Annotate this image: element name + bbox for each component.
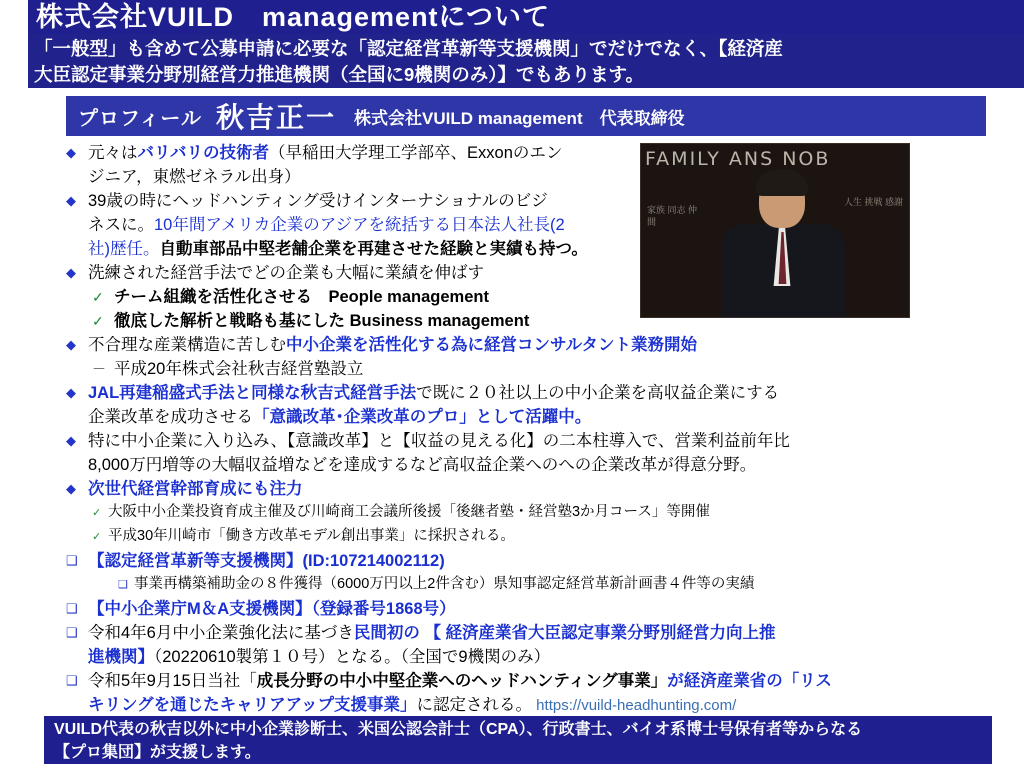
bullet-row (66, 622, 1006, 644)
bullet-text-segment: 社)歴任。 (88, 240, 160, 258)
bullet-text-segment: に認定される。 (416, 696, 533, 714)
bullet-text-segment: 自動車部品中堅老舗企業を再建させた経験と実績も持つ。 (159, 240, 588, 258)
bullet-text (88, 670, 1006, 692)
profile-bullet-list (66, 142, 1006, 719)
bullet-marker-diamond-icon: ◆ (66, 481, 76, 496)
bullet-text-segment: （早稲田大学理工学部卒、Exxonのエン (269, 144, 563, 162)
photo-chalk-left: 家族 同志 仲間 (647, 205, 698, 227)
bullet-row (66, 142, 1006, 164)
photo-chalk-text: FAMILY ANS NOB (645, 148, 831, 170)
bullet-marker-diamond-icon: ◆ (66, 265, 76, 280)
bullet-text-segment: 元々は (88, 144, 138, 162)
bullet-text (108, 502, 1006, 522)
bullet-marker-square-icon: ❑ (66, 553, 78, 568)
bullet-text-segment: 令和5年9月15日当社「 (88, 672, 257, 690)
profile-name: 秋吉正一 (216, 102, 337, 133)
bullet-row (66, 478, 1006, 500)
bullet-text-segment: 成長分野の中小中堅企業へのヘッドハンティング事業」 (256, 672, 668, 690)
footer-line-2: 【プロ集団】が支援します。 (54, 744, 261, 761)
bullet-text-segment: 洗練された経営手法でどの企業も大幅に業績を伸ばす (88, 264, 484, 282)
bullet-text (114, 310, 1006, 332)
bullet-text (114, 358, 1006, 380)
bullet-text (88, 142, 1006, 164)
bullet-text-segment: キリングを通じたキャリアアップ支援事業」 (88, 696, 417, 714)
bullet-text-segment: 進機関】 (88, 648, 154, 666)
subtitle-line-2: 大臣認定事業分野別経営力推進機関（全国に9機関のみ）】でもあります。 (34, 64, 645, 85)
bullet-row (66, 262, 1006, 284)
bullet-row (66, 238, 1006, 260)
bullet-text-segment: 10年間アメリカ企業のアジアを統括する日本法人社長(2 (154, 216, 565, 234)
footer-line-1: VUILD代表の秋吉以外に中小企業診断士、米国公認会計士（CPA）、行政書士、バイオ系博士号保有者等からなる (54, 721, 863, 738)
bullet-row (92, 502, 1006, 524)
bullet-text (88, 238, 1006, 260)
bullet-text-segment: チーム組織を活性化させる People management (114, 288, 489, 306)
bullet-text-segment: 事業再構築補助金の８件獲得（6000万円以上2件含む）県知事認定経営革新計画書４件等の実績 (134, 576, 755, 592)
bullet-row (92, 286, 1006, 308)
bullet-text (88, 430, 1006, 452)
bullet-marker-dash-icon: － (92, 361, 106, 377)
bullet-row (66, 430, 1006, 452)
bullet-text (88, 478, 1006, 500)
bullet-text-segment: 令和4年6月中小企業強化法に基づき (88, 624, 354, 642)
bullet-row (66, 190, 1006, 212)
bullet-row (66, 598, 1006, 620)
bullet-text-segment: ジニア，東燃ゼネラル出身） (88, 168, 301, 186)
bullet-row (66, 694, 1006, 717)
profile-header (66, 96, 986, 136)
bullet-text (88, 382, 1006, 404)
bullet-marker-diamond-icon: ◆ (66, 433, 76, 448)
bullet-text-segment: 次世代経営幹部育成にも注力 (88, 480, 303, 498)
bullet-row (66, 406, 1006, 428)
bullet-marker-check-icon: ✓ (92, 313, 104, 329)
bullet-text (88, 190, 1006, 212)
bullet-text (88, 694, 1006, 717)
bullet-text-segment[interactable]: https://vuild-headhunting.com/ (532, 697, 737, 714)
bullet-marker-diamond-icon: ◆ (66, 385, 76, 400)
bullet-text-segment: ネスに。 (88, 216, 154, 234)
bullet-text-segment: 平成20年株式会社秋吉経営塾設立 (114, 360, 364, 378)
bullet-row (92, 526, 1006, 548)
bullet-row (66, 670, 1006, 692)
bullet-text (114, 286, 1006, 308)
bullet-marker-square-icon: ❑ (66, 673, 78, 688)
photo-chalk-right: 人生 挑戦 感謝 (843, 197, 903, 207)
bullet-text (88, 454, 1006, 476)
bullet-text (88, 550, 1006, 572)
bullet-text (88, 334, 1006, 356)
bullet-row (66, 166, 1006, 188)
bullet-text-segment: 【中小企業庁M＆A支援機関】（登録番号1868号） (88, 600, 456, 618)
bullet-text (88, 166, 1006, 188)
bullet-text (88, 598, 1006, 620)
bullet-text-segment: 不合理な産業構造に苦しむ (88, 336, 286, 354)
bullet-marker-check-icon: ✓ (92, 289, 104, 305)
bullet-text-segment: 39歳の時にヘッドハンティング受けインターナショナルのビジ (88, 192, 548, 210)
bullet-row (92, 310, 1006, 332)
bullet-marker-diamond-icon: ◆ (66, 337, 76, 352)
bullet-text-segment: 中小企業を活性化する為に経営コンサルタント業務開始 (286, 336, 698, 354)
page-title: 株式会社VUILD managementについて (28, 0, 1024, 34)
bullet-text-segment: 民間初の 【 経済産業省大臣認定事業分野別経営力向上推 (353, 624, 776, 642)
bullet-text-segment: で既に２０社以上の中小企業を高収益企業にする (416, 384, 780, 402)
bullet-row (66, 646, 1006, 668)
subtitle-line-1: 「一般型」も含めて公募申請に必要な「認定経営革新等支援機関」でだけでなく、【経済産 (34, 38, 783, 59)
bullet-marker-check-small-icon: ✓ (92, 531, 102, 543)
bullet-marker-square-icon: ❑ (66, 625, 78, 640)
bullet-marker-diamond-icon: ◆ (66, 145, 76, 160)
bullet-text-segment: JAL再建稲盛式手法と同様な秋吉式経営手法 (88, 384, 417, 402)
profile-role: 株式会社VUILD management 代表取締役 (354, 108, 685, 128)
bullet-marker-check-small-icon: ✓ (92, 507, 102, 519)
bullet-text-segment: 徹底した解析と戦略も基にした Business management (114, 312, 530, 330)
bullet-row (66, 454, 1006, 476)
footer-band (44, 716, 992, 764)
bullet-text-segment: が経済産業省の「リス (667, 672, 832, 690)
bullet-text (134, 574, 1006, 594)
bullet-text (88, 622, 1006, 644)
bullet-row (66, 214, 1006, 236)
bullet-row (118, 574, 1006, 596)
bullet-text-segment: 8,000万円増等の大幅収益増などを達成するなど高収益企業へのへの企業改革が得意分野。 (88, 456, 757, 474)
bullet-marker-diamond-icon: ◆ (66, 193, 76, 208)
bullet-row (66, 334, 1006, 356)
bullet-row (66, 382, 1006, 404)
bullet-marker-square-small-icon: ❑ (118, 579, 128, 591)
bullet-text-segment: 特に中小企業に入り込み、【意識改革】と【収益の見える化】の二本柱導入で、営業利益前年比 (88, 432, 790, 450)
bullet-text (108, 526, 1006, 546)
bullet-text-segment: 企業改革を成功させる (88, 408, 253, 426)
bullet-text-segment: 「意識改革･企業改革のプロ」として活躍中。 (253, 408, 592, 426)
subtitle-band (28, 34, 1024, 88)
bullet-text (88, 646, 1006, 668)
bullet-text (88, 214, 1006, 236)
bullet-row (92, 358, 1006, 380)
bullet-row (66, 550, 1006, 572)
bullet-text-segment: （20220610製第１０号）となる。（全国で9機関のみ） (154, 648, 551, 666)
bullet-text (88, 262, 1006, 284)
bullet-text-segment: バリバリの技術者 (137, 144, 270, 162)
bullet-marker-square-icon: ❑ (66, 601, 78, 616)
profile-label: プロフィール (78, 107, 202, 130)
bullet-text-segment: 平成30年川崎市「働き方改革モデル創出事業」に採択される。 (108, 528, 515, 544)
bullet-text-segment: 大阪中小企業投資育成主催及び川崎商工会議所後援「後継者塾・経営塾3か月コース」等開催 (108, 504, 710, 520)
bullet-text (88, 406, 1006, 428)
bullet-text-segment: 【認定経営革新等支援機関】(ID:107214002112) (88, 552, 445, 570)
